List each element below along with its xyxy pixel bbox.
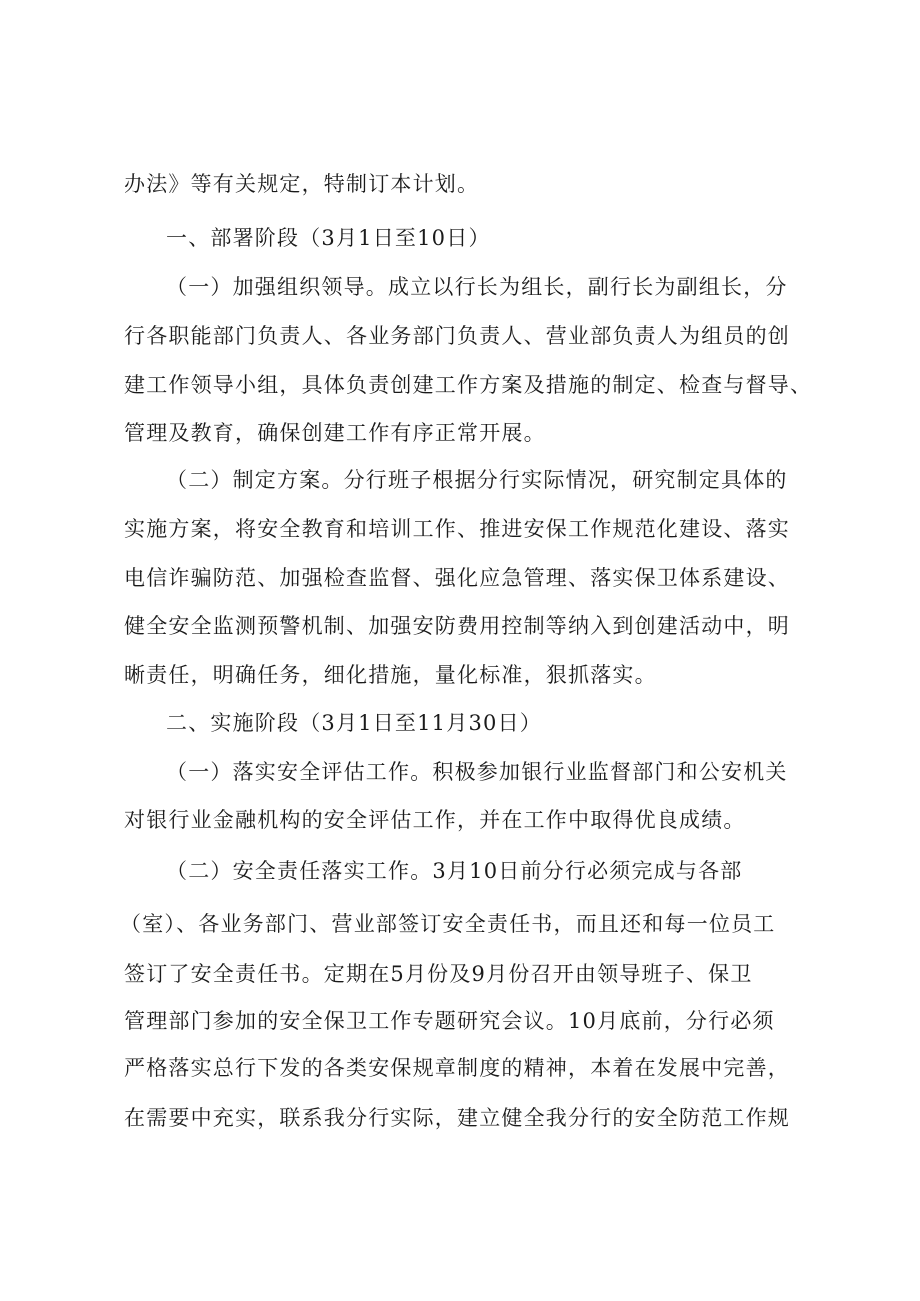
paragraph-line-1: 办法》等有关规定，特制订本计划。 bbox=[124, 172, 480, 196]
paragraph-line-15: （二）安全责任落实工作。3月10日前分行必须完成与各部 bbox=[166, 859, 743, 883]
paragraph-line-10: 健全安全监测预警机制、加强安防费用控制等纳入到创建活动中，明 bbox=[124, 614, 790, 638]
paragraph-line-4: 行各职能部门负责人、各业务部门负责人、营业部负责人为组员的创 bbox=[124, 324, 790, 348]
paragraph-line-11: 晰责任，明确任务，细化措施，量化标准，狠抓落实。 bbox=[124, 663, 657, 687]
section-heading-implementation: 二、实施阶段（3月1日至11月30日） bbox=[166, 711, 542, 735]
paragraph-line-5: 建工作领导小组，具体负责创建工作方案及措施的制定、检查与督导、 bbox=[124, 373, 813, 397]
paragraph-line-6: 管理及教育，确保创建工作有序正常开展。 bbox=[124, 421, 546, 445]
paragraph-line-13: （一）落实安全评估工作。积极参加银行业监督部门和公安机关 bbox=[166, 760, 788, 784]
paragraph-line-16: （室）、各业务部门、营业部签订安全责任书，而且还和每一位员工 bbox=[120, 912, 776, 936]
paragraph-line-19: 严格落实总行下发的各类安保规章制度的精神，本着在发展中完善， bbox=[124, 1056, 790, 1080]
paragraph-line-18: 管理部门参加的安全保卫工作专题研究会议。10月底前，分行必须 bbox=[124, 1009, 775, 1033]
paragraph-line-3: （一）加强组织领导。成立以行长为组长，副行长为副组长，分 bbox=[166, 275, 788, 299]
paragraph-line-20: 在需要中充实，联系我分行实际，建立健全我分行的安全防范工作规 bbox=[124, 1106, 790, 1130]
section-heading-deployment: 一、部署阶段（3月1日至10日） bbox=[166, 226, 491, 250]
paragraph-line-14: 对银行业金融机构的安全评估工作，并在工作中取得优良成绩。 bbox=[124, 808, 746, 832]
paragraph-line-8: 实施方案，将安全教育和培训工作、推进安保工作规范化建设、落实 bbox=[124, 517, 790, 541]
paragraph-line-17: 签订了安全责任书。定期在5月份及9月份召开由领导班子、保卫 bbox=[124, 962, 753, 986]
paragraph-line-9: 电信诈骗防范、加强检查监督、强化应急管理、落实保卫体系建设、 bbox=[124, 566, 790, 590]
paragraph-line-7: （二）制定方案。分行班子根据分行实际情况，研究制定具体的 bbox=[166, 468, 788, 492]
